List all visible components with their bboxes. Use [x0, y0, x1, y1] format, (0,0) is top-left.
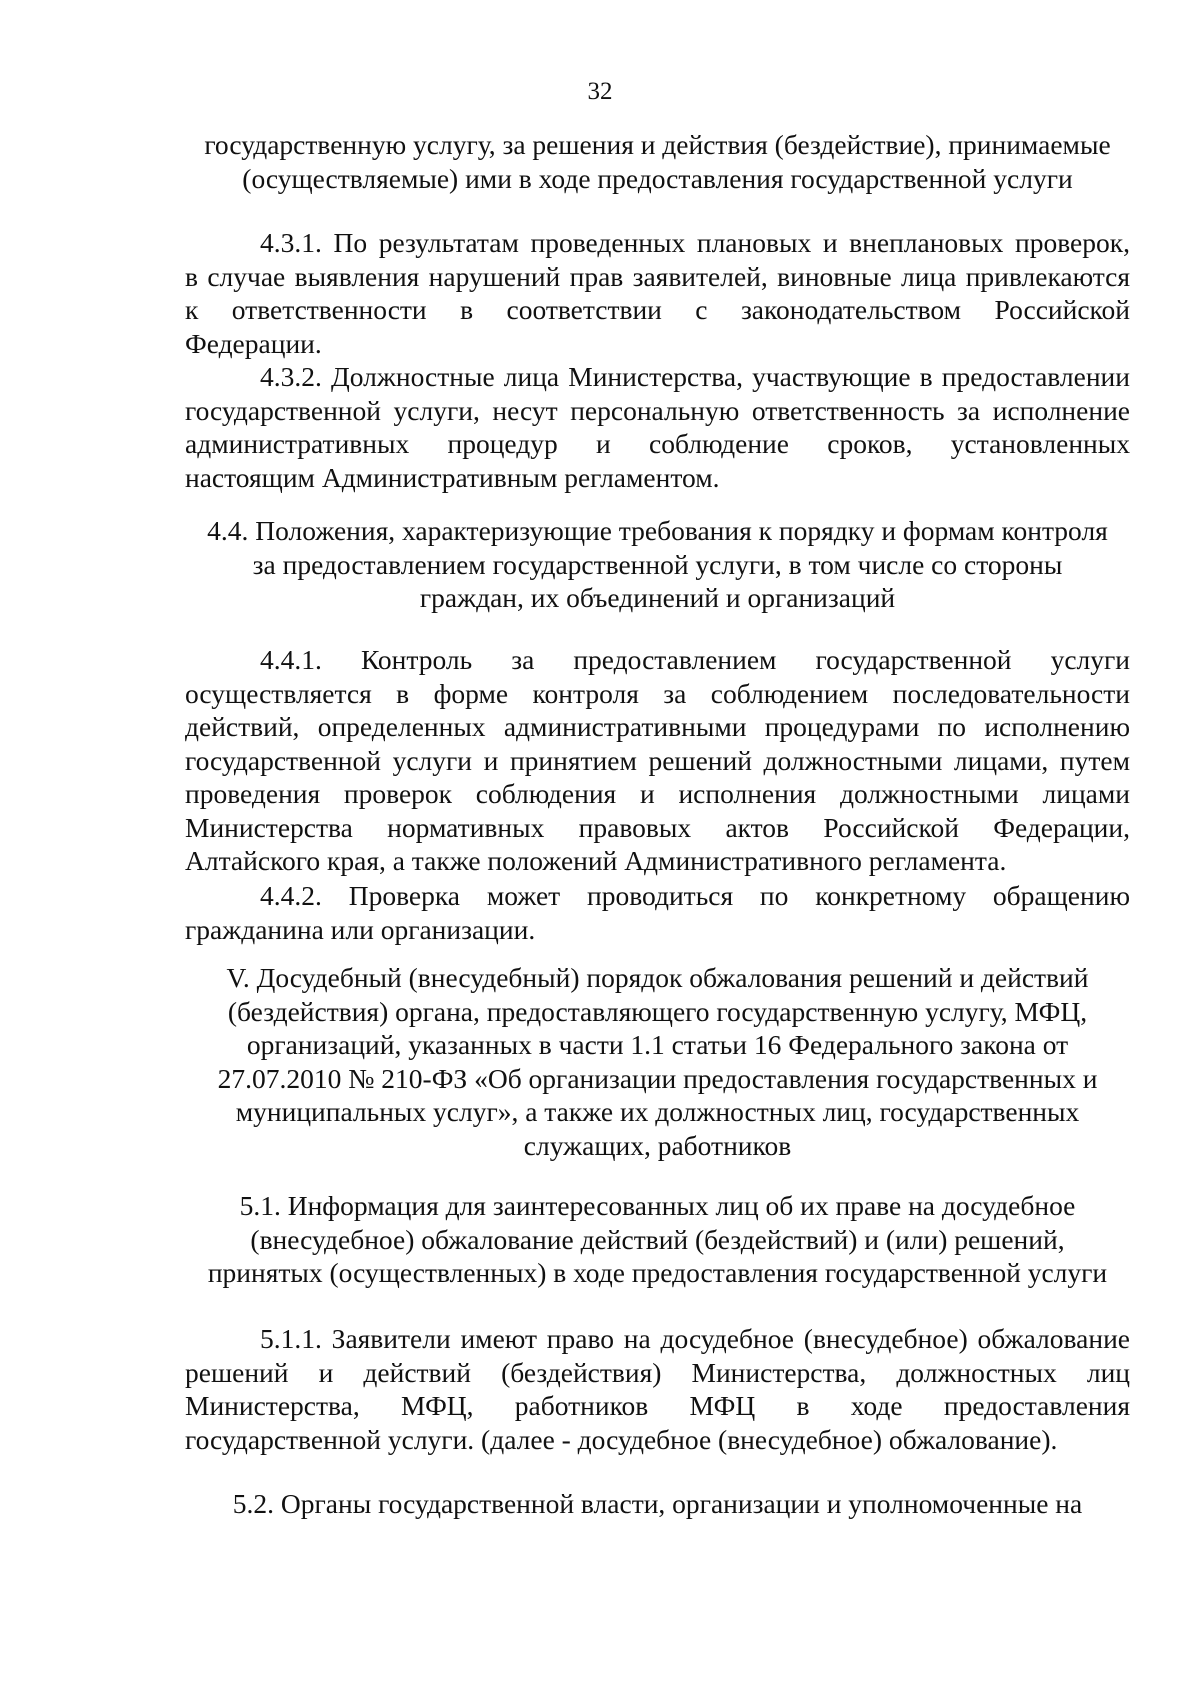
paragraph-line: административных процедур и соблюдение сроков, установленных	[185, 428, 1130, 459]
paragraph-line: 4.3.1. По результатам проведенных плановых и внеплановых проверок,	[260, 227, 1130, 258]
paragraph-5-1-1	[185, 1322, 1130, 1456]
heading-line: V. Досудебный (внесудебный) порядок обжалования решений и действий	[226, 962, 1089, 993]
heading-line: (бездействия) органа, предоставляющего государственную услугу, МФЦ,	[227, 995, 1088, 1027]
paragraph-line: государственной услуги. (далее - досудебное (внесудебное) обжалование).	[185, 1423, 1058, 1455]
paragraph-line: действий, определенных административными процедурами по исполнению	[185, 711, 1130, 742]
heading-4-3-tail	[185, 128, 1130, 195]
paragraph-line: гражданина или организации.	[185, 913, 536, 945]
paragraph-line: Министерства, МФЦ, работников МФЦ в ходе предоставления	[185, 1390, 1130, 1421]
paragraph-line: решений и действий (бездействия) Министерства, должностных лиц	[185, 1356, 1130, 1388]
heading-line: 5.1. Информация для заинтересованных лиц об их праве на досудебное	[239, 1190, 1076, 1221]
heading-line: принятых (осуществленных) в ходе предоставления государственной услуги	[207, 1257, 1108, 1288]
paragraph-line: государственной услуги, несут персональную ответственность за исполнение	[185, 394, 1130, 426]
heading-line: муниципальных услуг», а также их должностных лиц, государственных	[235, 1096, 1080, 1127]
page-number: 32	[587, 78, 613, 105]
heading-section-5	[185, 961, 1130, 1162]
paragraph-line: к ответственности в соответствии с законодательством Российской	[185, 294, 1130, 325]
paragraph-line: проведения проверок соблюдения и исполнения должностными лицами	[185, 778, 1130, 809]
heading-line: за предоставлением государственной услуги, в том числе со стороны	[252, 548, 1063, 580]
paragraph-4-4-2	[185, 879, 1130, 946]
heading-line: организаций, указанных в части 1.1 статьи 16 Федерального закона от	[246, 1029, 1069, 1060]
heading-5-1	[185, 1189, 1130, 1290]
paragraph-4-3-1	[185, 226, 1130, 360]
paragraph-4-3-2	[185, 360, 1130, 494]
paragraph-line: Алтайского края, а также положений Административного регламента.	[185, 845, 1007, 876]
paragraph-line: настоящим Административным регламентом.	[185, 461, 720, 493]
paragraph-line: 5.1.1. Заявители имеют право на досудебное (внесудебное) обжалование	[260, 1323, 1130, 1354]
paragraph-line: 4.4.2. Проверка может проводиться по конкретному обращению	[260, 880, 1130, 911]
heading-line: граждан, их объединений и организаций	[419, 582, 896, 613]
paragraph-line: осуществляется в форме контроля за соблюдением последовательности	[185, 677, 1130, 709]
heading-line: государственную услугу, за решения и действия (бездействие), принимаемые	[204, 129, 1111, 160]
heading-line: 5.2. Органы государственной власти, организации и уполномоченные на	[232, 1488, 1083, 1519]
paragraph-line: в случае выявления нарушений прав заявителей, виновные лица привлекаются	[185, 260, 1130, 292]
heading-5-2	[185, 1487, 1130, 1521]
heading-line: 4.4. Положения, характеризующие требования к порядку и формам контроля	[207, 515, 1108, 546]
paragraph-line: Министерства нормативных правовых актов Российской Федерации,	[185, 811, 1130, 843]
paragraph-line: 4.4.1. Контроль за предоставлением государственной услуги	[260, 644, 1130, 675]
heading-line: (осуществляемые) ими в ходе предоставления государственной услуги	[242, 162, 1073, 194]
heading-4-4	[185, 514, 1130, 615]
paragraph-line: государственной услуги и принятием решений должностными лицами, путем	[185, 744, 1130, 776]
heading-line: (внесудебное) обжалование действий (бездействий) и (или) решений,	[250, 1223, 1065, 1255]
paragraph-4-4-1	[185, 643, 1130, 878]
paragraph-line: 4.3.2. Должностные лица Министерства, участвующие в предоставлении	[260, 361, 1130, 392]
paragraph-line: Федерации.	[185, 327, 322, 359]
heading-line: 27.07.2010 № 210-ФЗ «Об организации предоставления государственных и	[217, 1062, 1098, 1094]
heading-line: служащих, работников	[523, 1129, 792, 1161]
